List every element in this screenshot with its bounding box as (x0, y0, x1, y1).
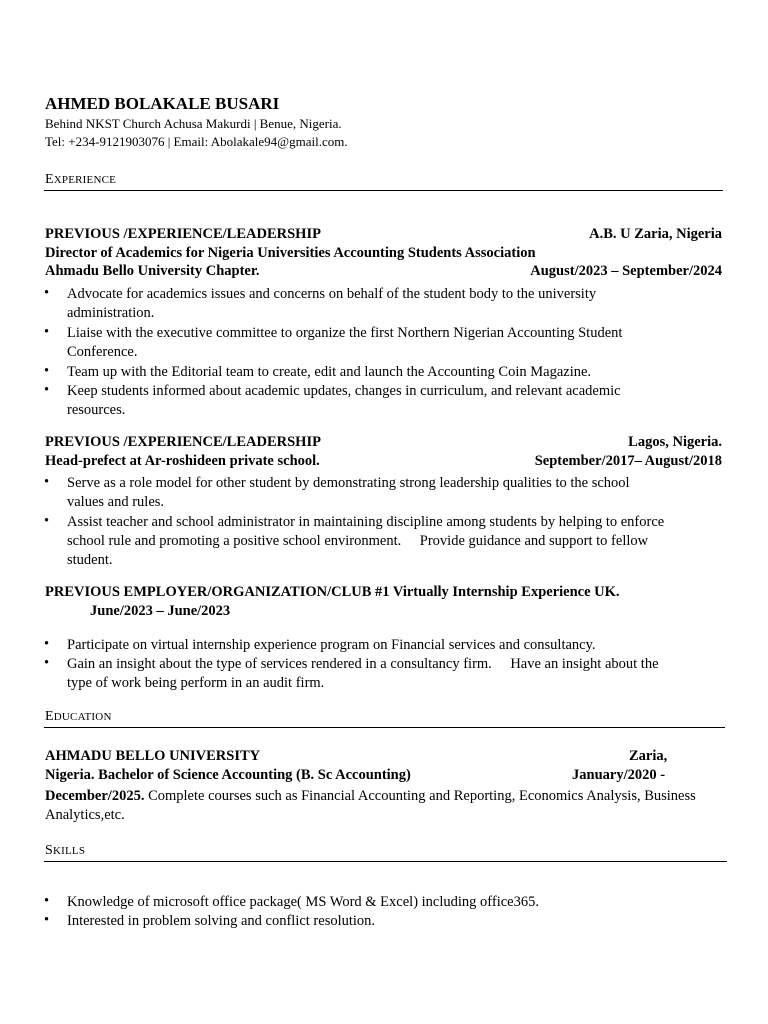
education-courses: Complete courses such as Financial Accounting and Reporting, Economics Analysis, Business Analytics,etc. (45, 788, 696, 823)
bullet-marker: • (44, 893, 50, 909)
exp2-role: Head-prefect at Ar-roshideen private school. (45, 453, 320, 469)
address: Behind NKST Church Achusa Makurdi | Benue, Nigeria. (45, 116, 342, 131)
bullet-marker: • (44, 912, 50, 928)
education-description (45, 787, 725, 825)
education-city: Zaria, (629, 748, 668, 764)
exp1-heading: PREVIOUS /EXPERIENCE/LEADERSHIP (45, 226, 321, 242)
education-degree: Nigeria. Bachelor of Science Accounting (B. Sc Accounting) (45, 767, 411, 783)
bullet-marker: • (44, 655, 50, 671)
exp2-location: Lagos, Nigeria. (628, 434, 722, 450)
exp1-org: Ahmadu Bello University Chapter. (45, 263, 260, 279)
skill-item: Knowledge of microsoft office package( MS Word & Excel) including office365. (67, 894, 539, 910)
exp1-bullet: Team up with the Editorial team to create, edit and launch the Accounting Coin Magazine. (67, 364, 592, 380)
bullet-marker: • (44, 285, 50, 301)
exp1-role: Director of Academics for Nigeria Universities Accounting Students Association (45, 245, 536, 261)
section-initial: S (45, 843, 53, 858)
bullet-marker: • (44, 324, 50, 340)
exp3-heading: PREVIOUS EMPLOYER/ORGANIZATION/CLUB #1 Virtually Internship Experience UK. (45, 584, 620, 600)
bullet-marker: • (44, 636, 50, 652)
exp1-bullet: Liaise with the executive committee to organize the first Northern Nigerian Accounting Student Conference. (67, 325, 623, 360)
candidate-name: AHMED BOLAKALE BUSARI (45, 94, 280, 113)
section-title-education (45, 709, 112, 725)
section-title-experience (45, 172, 116, 188)
section-initial: E (45, 172, 54, 187)
exp3-bullet: Participate on virtual internship experience program on Financial services and consultancy. (67, 637, 596, 653)
education-school: AHMADU BELLO UNIVERSITY (45, 748, 261, 764)
skill-item: Interested in problem solving and conflict resolution. (67, 913, 376, 929)
section-title-skills (45, 843, 85, 859)
exp2-bullet: Serve as a role model for other student by demonstrating strong leadership qualities to the school values and rules. (67, 475, 630, 510)
section-rest: XPERIENCE (53, 174, 117, 186)
bullet-marker: • (44, 474, 50, 490)
bullet-marker: • (44, 513, 50, 529)
education-end-date: December/2025. (45, 788, 145, 804)
exp3-bullet: Gain an insight about the type of services rendered in a consultancy firm. Have an insight about the type of work being perform in an audit firm. (67, 656, 673, 691)
exp3-dates: June/2023 – June/2023 (90, 603, 231, 619)
section-divider (44, 727, 725, 728)
section-rest: DUCATION (53, 711, 112, 723)
exp1-location: A.B. U Zaria, Nigeria (589, 226, 722, 242)
section-initial: E (45, 709, 54, 724)
section-rest: KILLS (53, 845, 86, 857)
contact-info: Tel: +234-9121903076 | Email: Abolakale94@gmail.com. (45, 134, 348, 149)
exp1-bullet: Advocate for academics issues and concerns on behalf of the student body to the university administration. (67, 286, 597, 321)
section-divider (44, 861, 727, 862)
exp2-bullet: Assist teacher and school administrator in maintaining discipline among students by helping to enforce school rule and promoting a positive school environment. Provide guidance and support to fellow student. (67, 514, 683, 549)
exp2-dates: September/2017– August/2018 (534, 453, 722, 469)
section-divider (44, 190, 723, 191)
bullet-marker: • (44, 363, 50, 379)
exp1-dates: August/2023 – September/2024 (530, 263, 722, 279)
exp2-heading: PREVIOUS /EXPERIENCE/LEADERSHIP (45, 434, 321, 450)
exp1-bullet: Keep students informed about academic updates, changes in curriculum, and relevant academic resources. (67, 383, 621, 418)
bullet-marker: • (44, 382, 50, 398)
education-start-date: January/2020 - (572, 767, 666, 783)
